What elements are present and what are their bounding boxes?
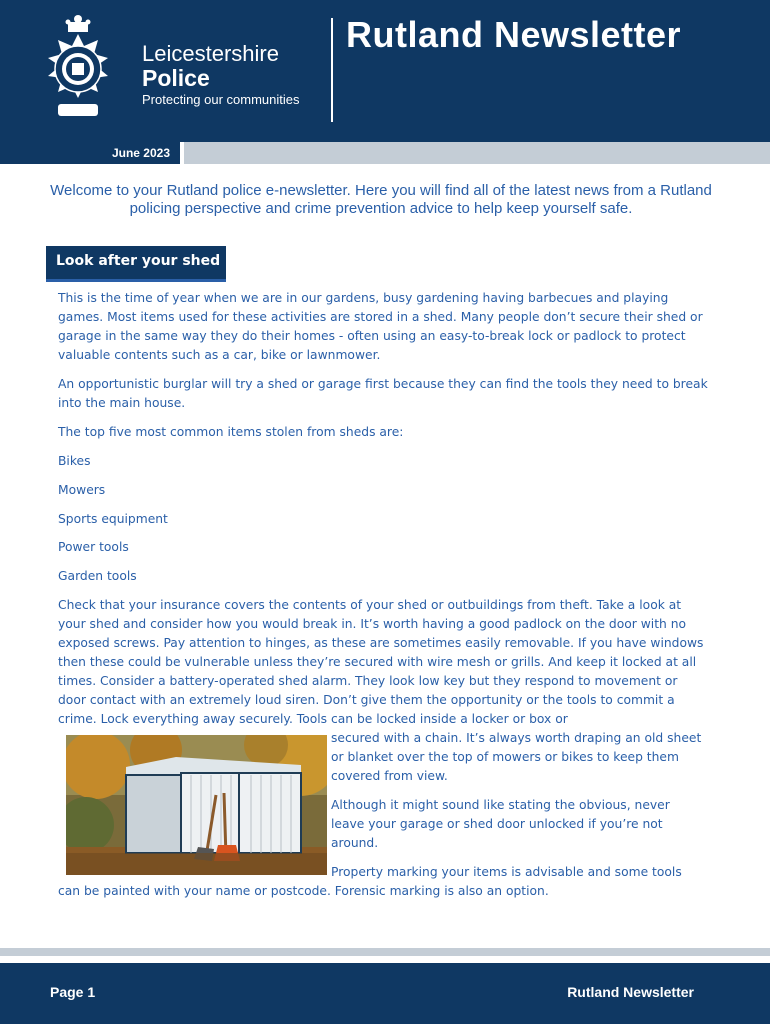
shed-photo [66, 735, 327, 875]
issue-date: June 2023 [111, 146, 170, 160]
paragraph-marking-line2: can be painted with your name or postcode. Forensic marking is also an option. [58, 884, 549, 898]
paragraph-advice-wrap: secured with a chain. It’s always worth draping an old sheet or blanket over the top of mowers or bikes to keep them covered from view. [331, 731, 702, 783]
list-item: Mowers [58, 483, 106, 497]
section-heading: Look after your shed [46, 246, 226, 280]
org-name-line2: Police [142, 65, 210, 91]
paragraph-burglar: An opportunistic burglar will try a shed or garage first because they can find the tools they need to break into the main house. [58, 377, 708, 410]
paragraph-marking-line1: Property marking your items is advisable and some tools [331, 865, 682, 879]
list-item: Sports equipment [58, 512, 168, 526]
org-tagline: Protecting our communities [142, 92, 300, 107]
list-item: Garden tools [58, 569, 137, 583]
newsletter-title: Rutland Newsletter [346, 14, 682, 55]
section-heading-underline [46, 279, 226, 282]
intro-text: Welcome to your Rutland police e-newsletter. Here you will find all of the latest news from a Rutland policing perspective and crime prevention advice to help keep yourself safe. [50, 182, 712, 217]
list-item: Bikes [58, 454, 91, 468]
paragraph-intro: This is the time of year when we are in our gardens, busy gardening having barbecues and playing games. Most items used for these activities are stored in a shed. Many people don’t secure their shed or garage in the same way they do their homes - often using an easy-to-break lock or padlock to protect valuable contents such as a car, bike or lawnmower. [58, 291, 703, 362]
page-header [0, 0, 770, 142]
org-name-line1: Leicestershire [142, 41, 279, 66]
paragraph-advice: Check that your insurance covers the contents of your shed or outbuildings from theft. Take a look at your shed and consider how you would break in. It’s worth having a good padlock on the door with no exposed screws. Pay attention to hinges, as these are sometimes easily removable. If you have windows then these could be vulnerable unless they’re secured with wire mesh or grills. And keep it locked at all times. Consider a battery-operated shed alarm. They look low key but they respond to movement or door contact with an extremely loud siren. Don’t give them the opportunity or the tools to commit a crime. Lock everything away securely. Tools can be locked inside a locker or box or [58, 598, 704, 726]
header-divider [331, 18, 333, 122]
paragraph-top-five: The top five most common items stolen from sheds are: [58, 425, 404, 439]
page-number: Page 1 [50, 984, 96, 1000]
police-badge-logo [28, 14, 128, 122]
footer-strip [0, 948, 770, 956]
paragraph-unlocked: Although it might sound like stating the obvious, never leave your garage or shed door unlocked if you’re not around. [331, 798, 670, 850]
date-separator [180, 142, 184, 164]
list-item: Power tools [58, 540, 129, 554]
footer-title: Rutland Newsletter [567, 984, 694, 1000]
org-name [142, 42, 279, 90]
